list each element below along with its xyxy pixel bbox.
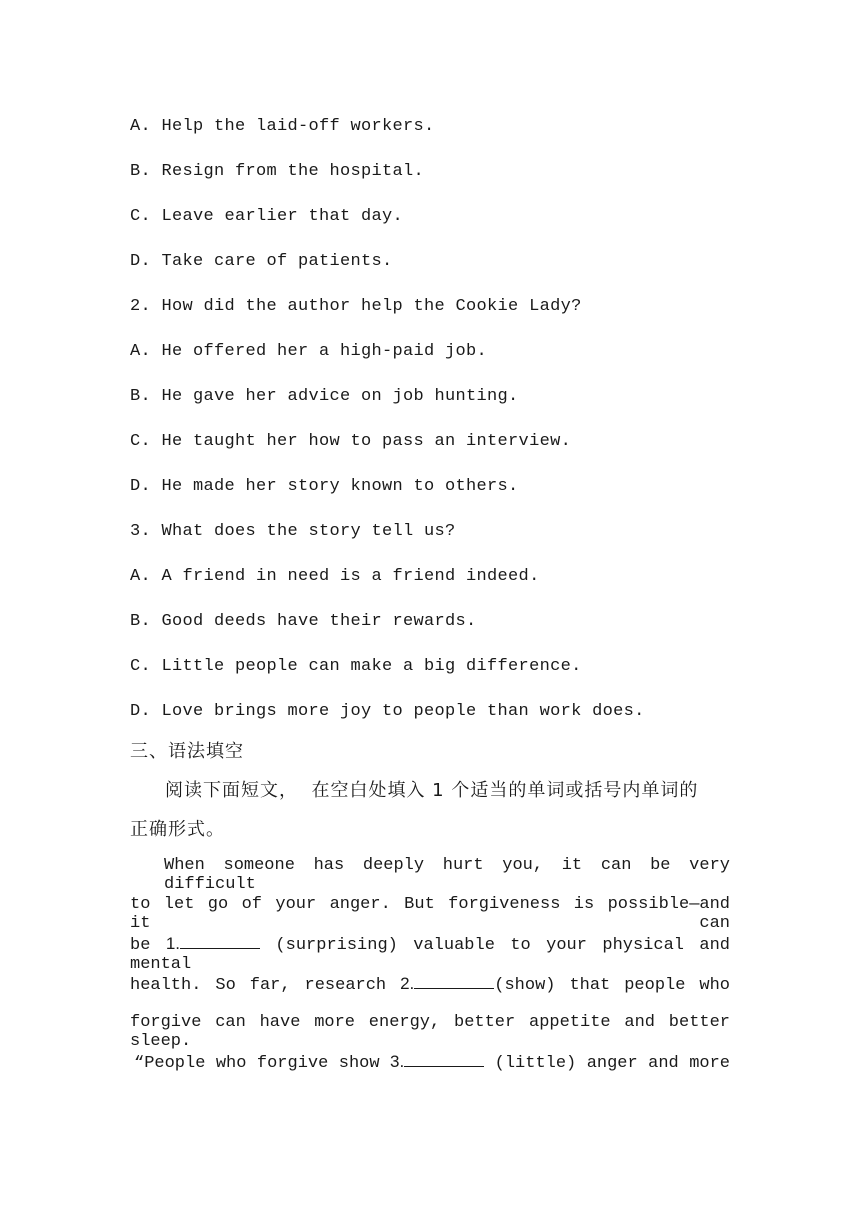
q1-option-a: A. Help the laid-off workers. [130, 117, 435, 136]
passage-line-4: health. So far, research 2. (show) that people who [130, 974, 731, 995]
instruction-line-1: 阅读下面短文， 在空白处填入 1 个适当的单词或括号内单词的 [165, 780, 699, 801]
q1-option-c: C. Leave earlier that day. [130, 207, 404, 226]
q1-option-d: D. Take care of patients. [130, 252, 393, 271]
passage-line-6: “People who forgive show 3. (little) anger and more [134, 1052, 731, 1073]
passage-line-3: be 1. (surprising) valuable to your physical and mental [130, 934, 730, 974]
passage-line-5: forgive can have more energy, better appetite and better sleep. [130, 1013, 730, 1051]
instruction-line-2: 正确形式。 [130, 819, 225, 840]
q1-option-b: B. Resign from the hospital. [130, 162, 425, 181]
q2-option-c: C. He taught her how to pass an interview. [130, 432, 572, 451]
q2-option-a: A. He offered her a high-paid job. [130, 342, 488, 361]
q3-option-d: D. Love brings more joy to people than work does. [130, 702, 645, 721]
q3-stem: 3. What does the story tell us? [130, 522, 456, 541]
q2-stem: 2. How did the author help the Cookie Lady? [130, 297, 582, 316]
q3-option-b: B. Good deeds have their rewards. [130, 612, 477, 631]
blank-1-number: 1. [165, 934, 181, 953]
passage-line-1: When someone has deeply hurt you, it can be very difficult [164, 856, 730, 894]
q2-option-b: B. He gave her advice on job hunting. [130, 387, 519, 406]
blank-3[interactable] [404, 1052, 484, 1067]
blank-1[interactable] [180, 934, 260, 949]
q3-option-a: A. A friend in need is a friend indeed. [130, 567, 540, 586]
blank-2[interactable] [414, 974, 494, 989]
passage-line-2: to let go of your anger. But forgiveness is possible—and it can [130, 895, 730, 933]
section-heading: 三、语法填空 [130, 741, 244, 762]
blank-3-number: 3. [390, 1052, 405, 1071]
q3-option-c: C. Little people can make a big difference. [130, 657, 582, 676]
blank-2-number: 2. [400, 974, 415, 993]
q2-option-d: D. He made her story known to others. [130, 477, 519, 496]
